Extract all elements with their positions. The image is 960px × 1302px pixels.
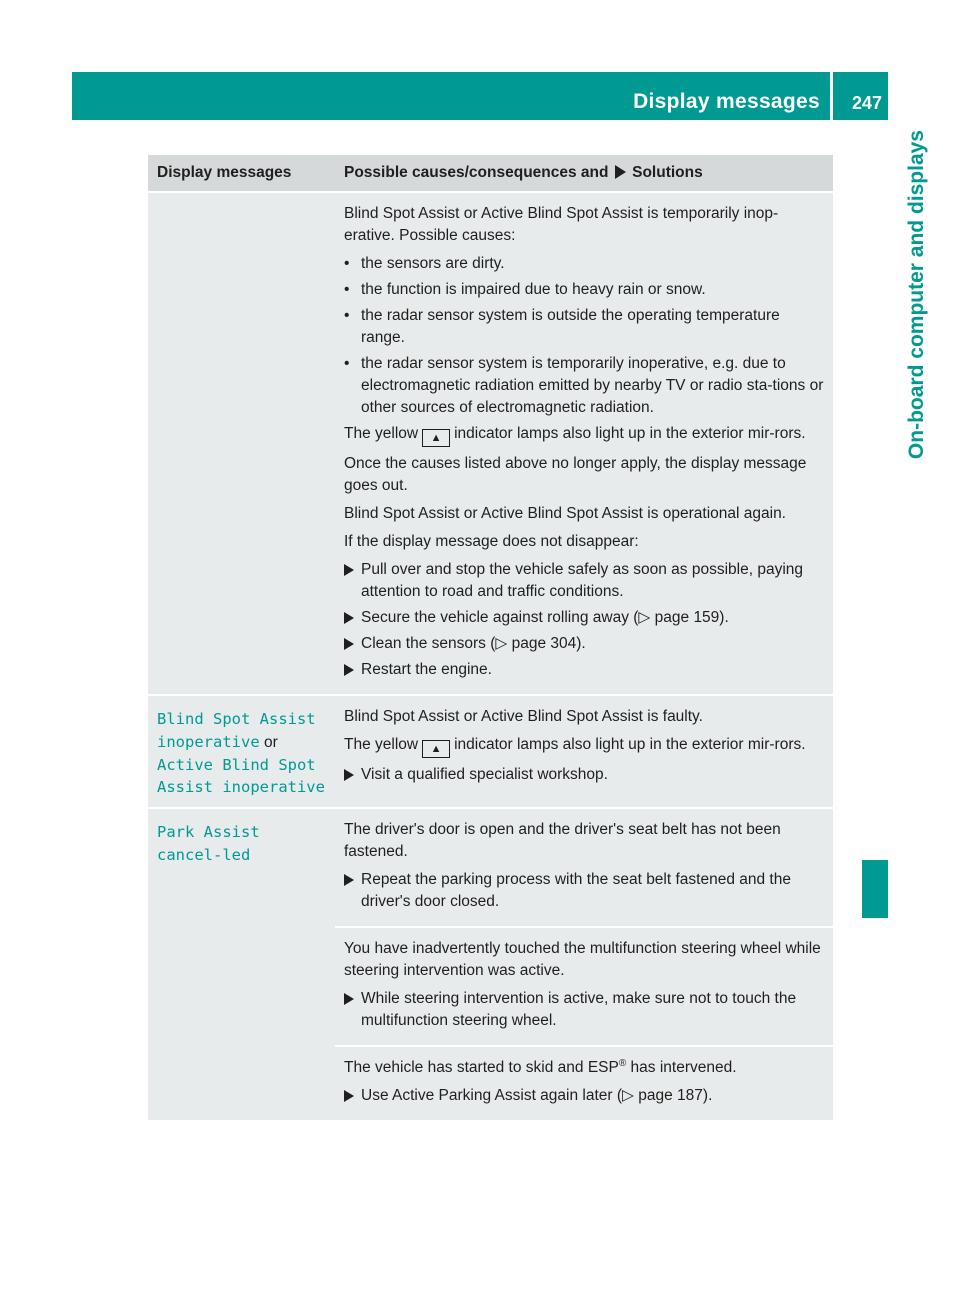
- row2-solution-cell: [335, 694, 833, 807]
- action-arrow-icon: [344, 993, 354, 1005]
- page-number: 247: [851, 93, 882, 113]
- row1-yellow-lamp-note: The yellow ▲ indicator lamps also light up in the exterior mir-rors.: [344, 423, 825, 447]
- side-tab-label: On-board computer and displays: [905, 130, 928, 460]
- solutions-arrow-icon: [615, 165, 626, 179]
- action-arrow-icon: [344, 564, 354, 576]
- col-header-display-messages: Display messages: [148, 155, 335, 191]
- row3-skid-cell: [335, 1045, 833, 1120]
- row1-if-not-note: If the display message does not disappear:: [344, 533, 639, 550]
- col-header-solutions: [335, 155, 833, 191]
- row1-once-note: Once the causes listed above no longer apply, the display message goes out.: [344, 455, 807, 494]
- action-arrow-icon: [344, 612, 354, 624]
- action-item: While steering intervention is active, make sure not to touch the multifunction steering wheel.: [344, 988, 825, 1032]
- action-arrow-icon: [344, 874, 354, 886]
- cause-item: • the radar sensor system is temporarily inoperative, e.g. due to electromagnetic radiation emitted by nearby TV or radio sta-tions or other sources of electromagnetic radiation.: [344, 355, 824, 416]
- row3-door-cell: [335, 807, 833, 926]
- row3-skid-note: The vehicle has started to skid and ESP® has intervened.: [344, 1057, 737, 1076]
- message-active-blind-spot-inoperative: Active Blind Spot Assist inoperative: [157, 756, 325, 796]
- action-item: Restart the engine.: [344, 659, 825, 681]
- action-item: Pull over and stop the vehicle safely as soon as possible, paying attention to road and traffic conditions.: [344, 559, 825, 603]
- cause-item: • the sensors are dirty.: [344, 255, 505, 272]
- action-item: Secure the vehicle against rolling away (▷ page 159).: [344, 607, 825, 629]
- action-item: Clean the sensors (▷ page 304).: [344, 633, 825, 655]
- row3-steering-cell: [335, 926, 833, 1045]
- display-messages-table: [148, 155, 833, 1120]
- page-title: Display messages: [633, 90, 820, 113]
- header-bar: [72, 72, 888, 120]
- row3-message-cell: [148, 807, 335, 1120]
- cause-item: • the radar sensor system is outside the operating temperature range.: [344, 307, 780, 346]
- action-arrow-icon: [344, 638, 354, 650]
- action-arrow-icon: [344, 1090, 354, 1102]
- message-park-assist-cancelled: Park Assist cancel‐led: [157, 823, 260, 864]
- action-arrow-icon: [344, 769, 354, 781]
- row2-message-cell: [148, 694, 335, 807]
- or-label: or: [263, 734, 278, 751]
- row3-touched-note: You have inadvertently touched the multifunction steering wheel while steering intervention was active.: [344, 940, 821, 979]
- row2-yellow-lamp-note: The yellow ▲ indicator lamps also light up in the exterior mir-rors.: [344, 734, 825, 758]
- message-blind-spot-inoperative: Blind Spot Assist inoperative: [157, 710, 316, 751]
- action-item: Repeat the parking process with the seat belt fastened and the driver's door closed.: [344, 869, 825, 913]
- row3-door-note: The driver's door is open and the driver's seat belt has not been fastened.: [344, 821, 781, 860]
- warning-lamp-icon: ▲: [422, 429, 450, 447]
- action-item: Visit a qualified specialist workshop.: [344, 764, 825, 786]
- action-arrow-icon: [344, 664, 354, 676]
- col-header-solutions-label: Solutions: [632, 164, 703, 181]
- row1-message-cell: [148, 191, 335, 694]
- action-item: Use Active Parking Assist again later (▷ page 187).: [344, 1085, 825, 1107]
- cause-item: • the function is impaired due to heavy rain or snow.: [344, 281, 706, 298]
- row2-faulty-note: Blind Spot Assist or Active Blind Spot Assist is faulty.: [344, 708, 703, 725]
- header-separator: [830, 72, 833, 120]
- row1-operational-note: Blind Spot Assist or Active Blind Spot Assist is operational again.: [344, 505, 786, 522]
- col-header-causes-label: Possible causes/consequences and: [344, 164, 609, 181]
- row1-solution-cell: [335, 191, 833, 694]
- warning-lamp-icon: ▲: [422, 740, 450, 758]
- row1-intro: Blind Spot Assist or Active Blind Spot Assist is temporarily inop-erative. Possible causes:: [344, 205, 779, 244]
- side-tab-marker: [862, 860, 888, 918]
